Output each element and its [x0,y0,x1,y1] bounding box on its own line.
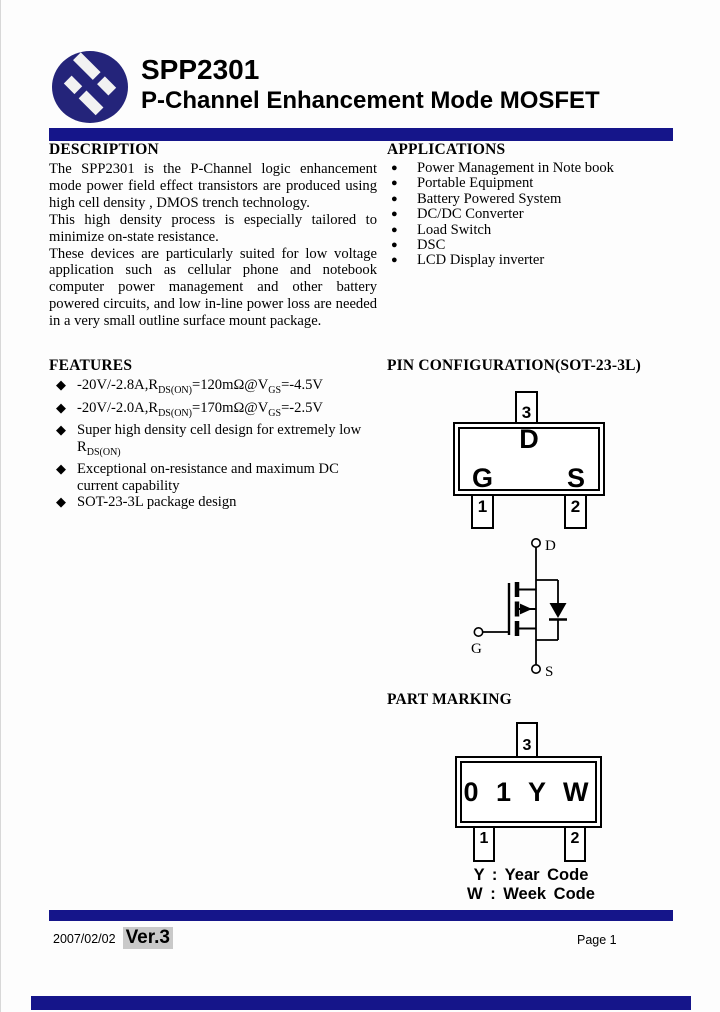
list-item-label: $-20V/-2.8A,R_{DS(ON)}=120m\Omega@V_{GS}=-4.5V$ [77,377,323,396]
marking-pin-1-number: 1 [479,830,489,847]
list-item-label: Load Switch [417,221,492,238]
features-heading: FEATURES [49,357,133,374]
diamond-bullet-icon: ◆ [56,494,66,510]
title-block [141,53,701,114]
source-pad-label: S [566,463,585,493]
circle-bullet-icon: ● [391,239,398,252]
description-paragraph: These devices are particularly suited for low voltage application such as cellular phone and notebook computer power management and other battery powered circuits, and low in-line power loss are needed in a very small outline surface mount package. [49,245,377,330]
list-item [387,161,675,176]
marking-package-body [455,756,602,828]
pin-1-lead [471,494,494,529]
list-item [387,192,675,207]
marking-pin-2-lead [564,826,586,862]
pin-2-number: 2 [570,497,581,516]
applications-section [387,141,675,269]
list-item-label: Super high density cell design for extremely low $R_{DS(ON)}$ [77,422,362,458]
list-item-label: DSC [417,237,446,254]
drain-label: D [545,538,556,554]
features-section [49,357,381,511]
description-paragraph: The SPP2301 is the P-Channel logic enhancement mode power field effect transistors are produced using high cell density , DMOS trench technology. [49,161,377,211]
features-list [49,377,381,511]
part-marking-heading: PART MARKING [387,691,512,708]
list-item [49,461,381,494]
circle-bullet-icon: ● [391,223,398,236]
marking-pin-1-lead [473,826,495,862]
version-badge: Ver.3 [123,927,173,949]
circle-bullet-icon: ● [391,208,398,221]
marking-legend [416,866,646,903]
circle-bullet-icon: ● [391,254,398,267]
description-paragraph: This high density process is especially tailored to minimize on-state resistance. [49,211,377,245]
circle-bullet-icon: ● [391,192,398,205]
list-item [387,207,675,222]
list-item-label: DC/DC Converter [417,206,524,223]
applications-list [387,161,675,269]
circle-bullet-icon: ● [391,177,398,190]
pin-3-number: 3 [521,403,532,422]
source-label: S [545,664,554,680]
marking-pin-3-lead [516,722,538,758]
list-item [49,377,381,400]
device-marking-code: 0 1 Y W [463,776,594,807]
drain-pad-label: D [519,424,539,454]
list-item [387,253,675,268]
year-code-note: Y : Year Code [473,866,589,884]
circle-bullet-icon: ● [391,162,398,174]
gate-terminal [474,628,482,636]
pin-3-lead [515,391,538,425]
footer-revision [53,927,173,949]
list-item-label: Power Management in Note book [417,160,614,176]
gate-label: G [471,641,482,657]
drain-terminal [532,539,540,547]
page-title: P-Channel Enhancement Mode MOSFET [141,87,600,114]
marking-pin-2-number: 2 [570,830,580,847]
bottom-rule [31,996,691,1010]
list-item [387,176,675,191]
list-item [49,494,381,511]
source-terminal [532,665,540,673]
list-item-label: SOT-23-3L package design [77,494,237,511]
pmos-schematic-symbol [456,532,586,682]
revision-date: 2007/02/02 [53,932,116,946]
page-number: Page 1 [577,933,617,947]
list-item-label: Battery Powered System [417,190,562,207]
list-item [49,400,381,423]
description-heading: DESCRIPTION [49,141,159,158]
sot23-package-body [453,422,605,496]
pin-configuration-heading: PIN CONFIGURATION(SOT-23-3L) [387,357,642,374]
marking-pin-3-number: 3 [522,737,532,754]
diamond-bullet-icon: ◆ [56,399,66,415]
list-item [387,223,675,238]
list-item-label: LCD Display inverter [417,252,545,269]
header-rule [49,128,673,141]
diamond-bullet-icon: ◆ [56,377,66,392]
diamond-bullet-icon: ◆ [56,461,66,477]
list-item-label: $-20V/-2.0A,R_{DS(ON)}=170m\Omega@V_{GS}=-2.5V$ [77,399,323,419]
applications-heading: APPLICATIONS [387,141,506,158]
list-item-label: Portable Equipment [417,175,534,192]
part-number-title: SPP2301 [141,54,260,85]
list-item [49,422,381,461]
channel-arrow-icon [520,604,532,615]
pin-1-number: 1 [477,497,488,516]
body-diode-icon [550,603,567,618]
gate-pad-label: G [472,463,494,493]
description-section [49,141,377,330]
pin-2-lead [564,494,587,529]
footer-rule [49,910,673,921]
brand-logo-icon [51,50,129,124]
list-item [387,238,675,253]
week-code-note: W : Week Code [467,884,595,903]
diamond-bullet-icon: ◆ [56,422,66,437]
list-item-label: Exceptional on-resistance and maximum DC current capability [77,461,339,494]
